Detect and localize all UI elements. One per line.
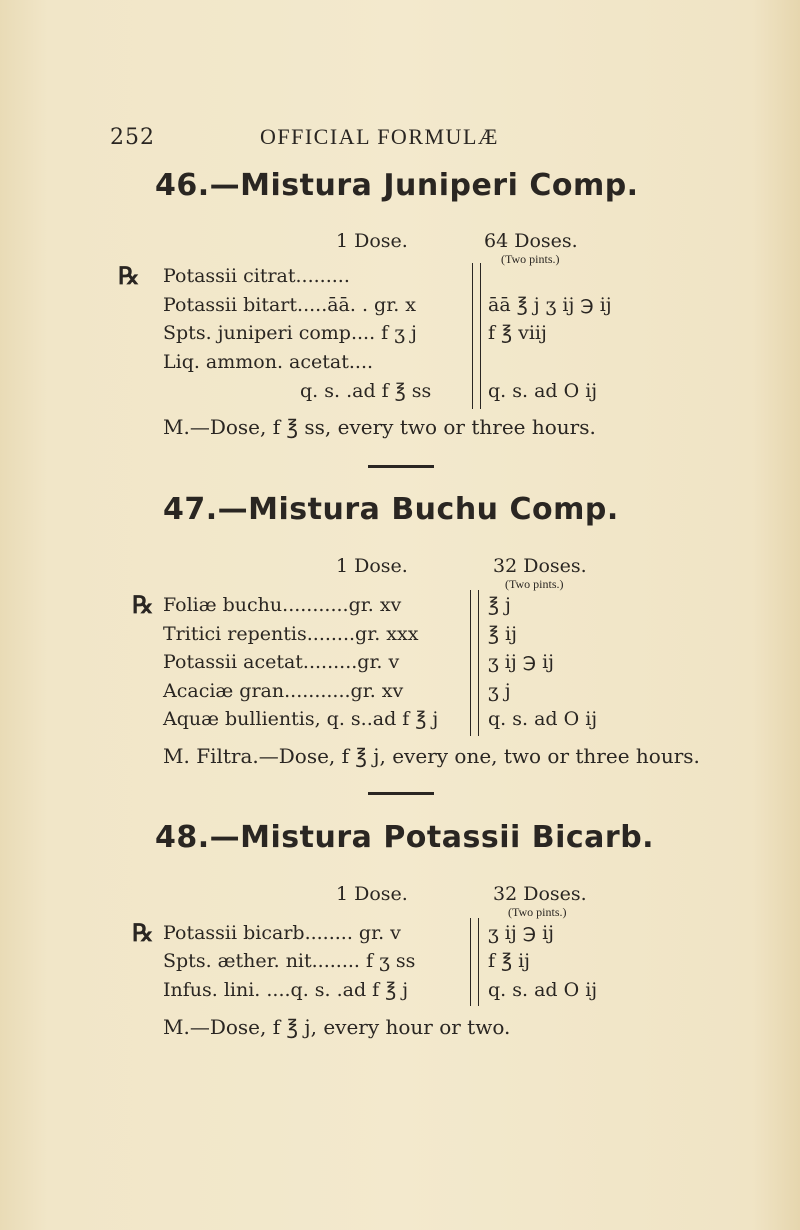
- quantity-line: f ℥ ij: [488, 950, 531, 972]
- quantity-line: q. s. ad O ij: [488, 708, 598, 730]
- ingredient-line: q. s. .ad f ℥ ss: [300, 380, 432, 402]
- quantity-line: q. s. ad O ij: [488, 380, 598, 402]
- doses-column-header: 64 Doses.: [484, 230, 578, 252]
- column-divider: [470, 918, 479, 1006]
- dosage-note: M.—Dose, f ℥ ss, every two or three hours.: [163, 415, 596, 439]
- ingredient-line: Spts. juniperi comp.... f ʒ j: [163, 322, 417, 344]
- ingredient-line: Potassii bitart.....āā. . gr. x: [163, 294, 416, 316]
- recipe-symbol: ℞: [118, 264, 140, 290]
- dose-column-header: 1 Dose.: [336, 230, 408, 252]
- ingredient-line: Foliæ buchu...........gr. xv: [163, 594, 402, 616]
- dose-column-header: 1 Dose.: [336, 883, 408, 905]
- doses-column-header: 32 Doses.: [493, 555, 587, 577]
- formula-title: 48.—Mistura Potassii Bicarb.: [155, 820, 655, 855]
- ingredient-line: Potassii bicarb........ gr. v: [163, 922, 401, 944]
- recipe-symbol: ℞: [132, 593, 154, 619]
- ingredient-line: Acaciæ gran...........gr. xv: [163, 680, 404, 702]
- page-number: 252: [110, 125, 155, 150]
- quantity-line: ℥ j: [488, 594, 511, 616]
- formula-title: 46.—Mistura Juniperi Comp.: [155, 168, 639, 203]
- doses-column-subheader: (Two pints.): [508, 905, 567, 919]
- doses-column-subheader: (Two pints.): [505, 577, 564, 591]
- running-title: OFFICIAL FORMULÆ: [260, 124, 499, 149]
- recipe-symbol: ℞: [132, 921, 154, 947]
- quantity-line: q. s. ad O ij: [488, 979, 598, 1001]
- ingredient-line: Tritici repentis........gr. xxx: [163, 623, 419, 645]
- column-divider: [470, 590, 479, 736]
- ingredient-line: Spts. æther. nit........ f ʒ ss: [163, 950, 416, 972]
- doses-column-header: 32 Doses.: [493, 883, 587, 905]
- quantity-line: f ℥ viij: [488, 322, 547, 344]
- ingredient-line: Infus. lini. ....q. s. .ad f ℥ j: [163, 979, 409, 1001]
- quantity-line: āā ℥ j ʒ ij ℈ ij: [488, 294, 612, 316]
- dose-column-header: 1 Dose.: [336, 555, 408, 577]
- ingredient-line: Potassii citrat.........: [163, 265, 350, 287]
- quantity-line: ʒ ij ℈ ij: [488, 651, 555, 673]
- ingredient-line: Aquæ bullientis, q. s..ad f ℥ j: [163, 708, 439, 730]
- quantity-line: ʒ ij ℈ ij: [488, 922, 555, 944]
- ingredient-line: Potassii acetat.........gr. v: [163, 651, 400, 673]
- column-divider: [472, 263, 481, 409]
- section-divider: [368, 792, 434, 795]
- formula-title: 47.—Mistura Buchu Comp.: [163, 492, 619, 527]
- dosage-note: M.—Dose, f ℥ j, every hour or two.: [163, 1015, 511, 1039]
- dosage-note: M. Filtra.—Dose, f ℥ j, every one, two or three hours.: [163, 744, 700, 768]
- section-divider: [368, 465, 434, 468]
- ingredient-line: Liq. ammon. acetat....: [163, 351, 374, 373]
- doses-column-subheader: (Two pints.): [501, 252, 560, 266]
- running-head: [110, 124, 499, 150]
- quantity-line: ℥ ij: [488, 623, 517, 645]
- quantity-line: ʒ j: [488, 680, 511, 702]
